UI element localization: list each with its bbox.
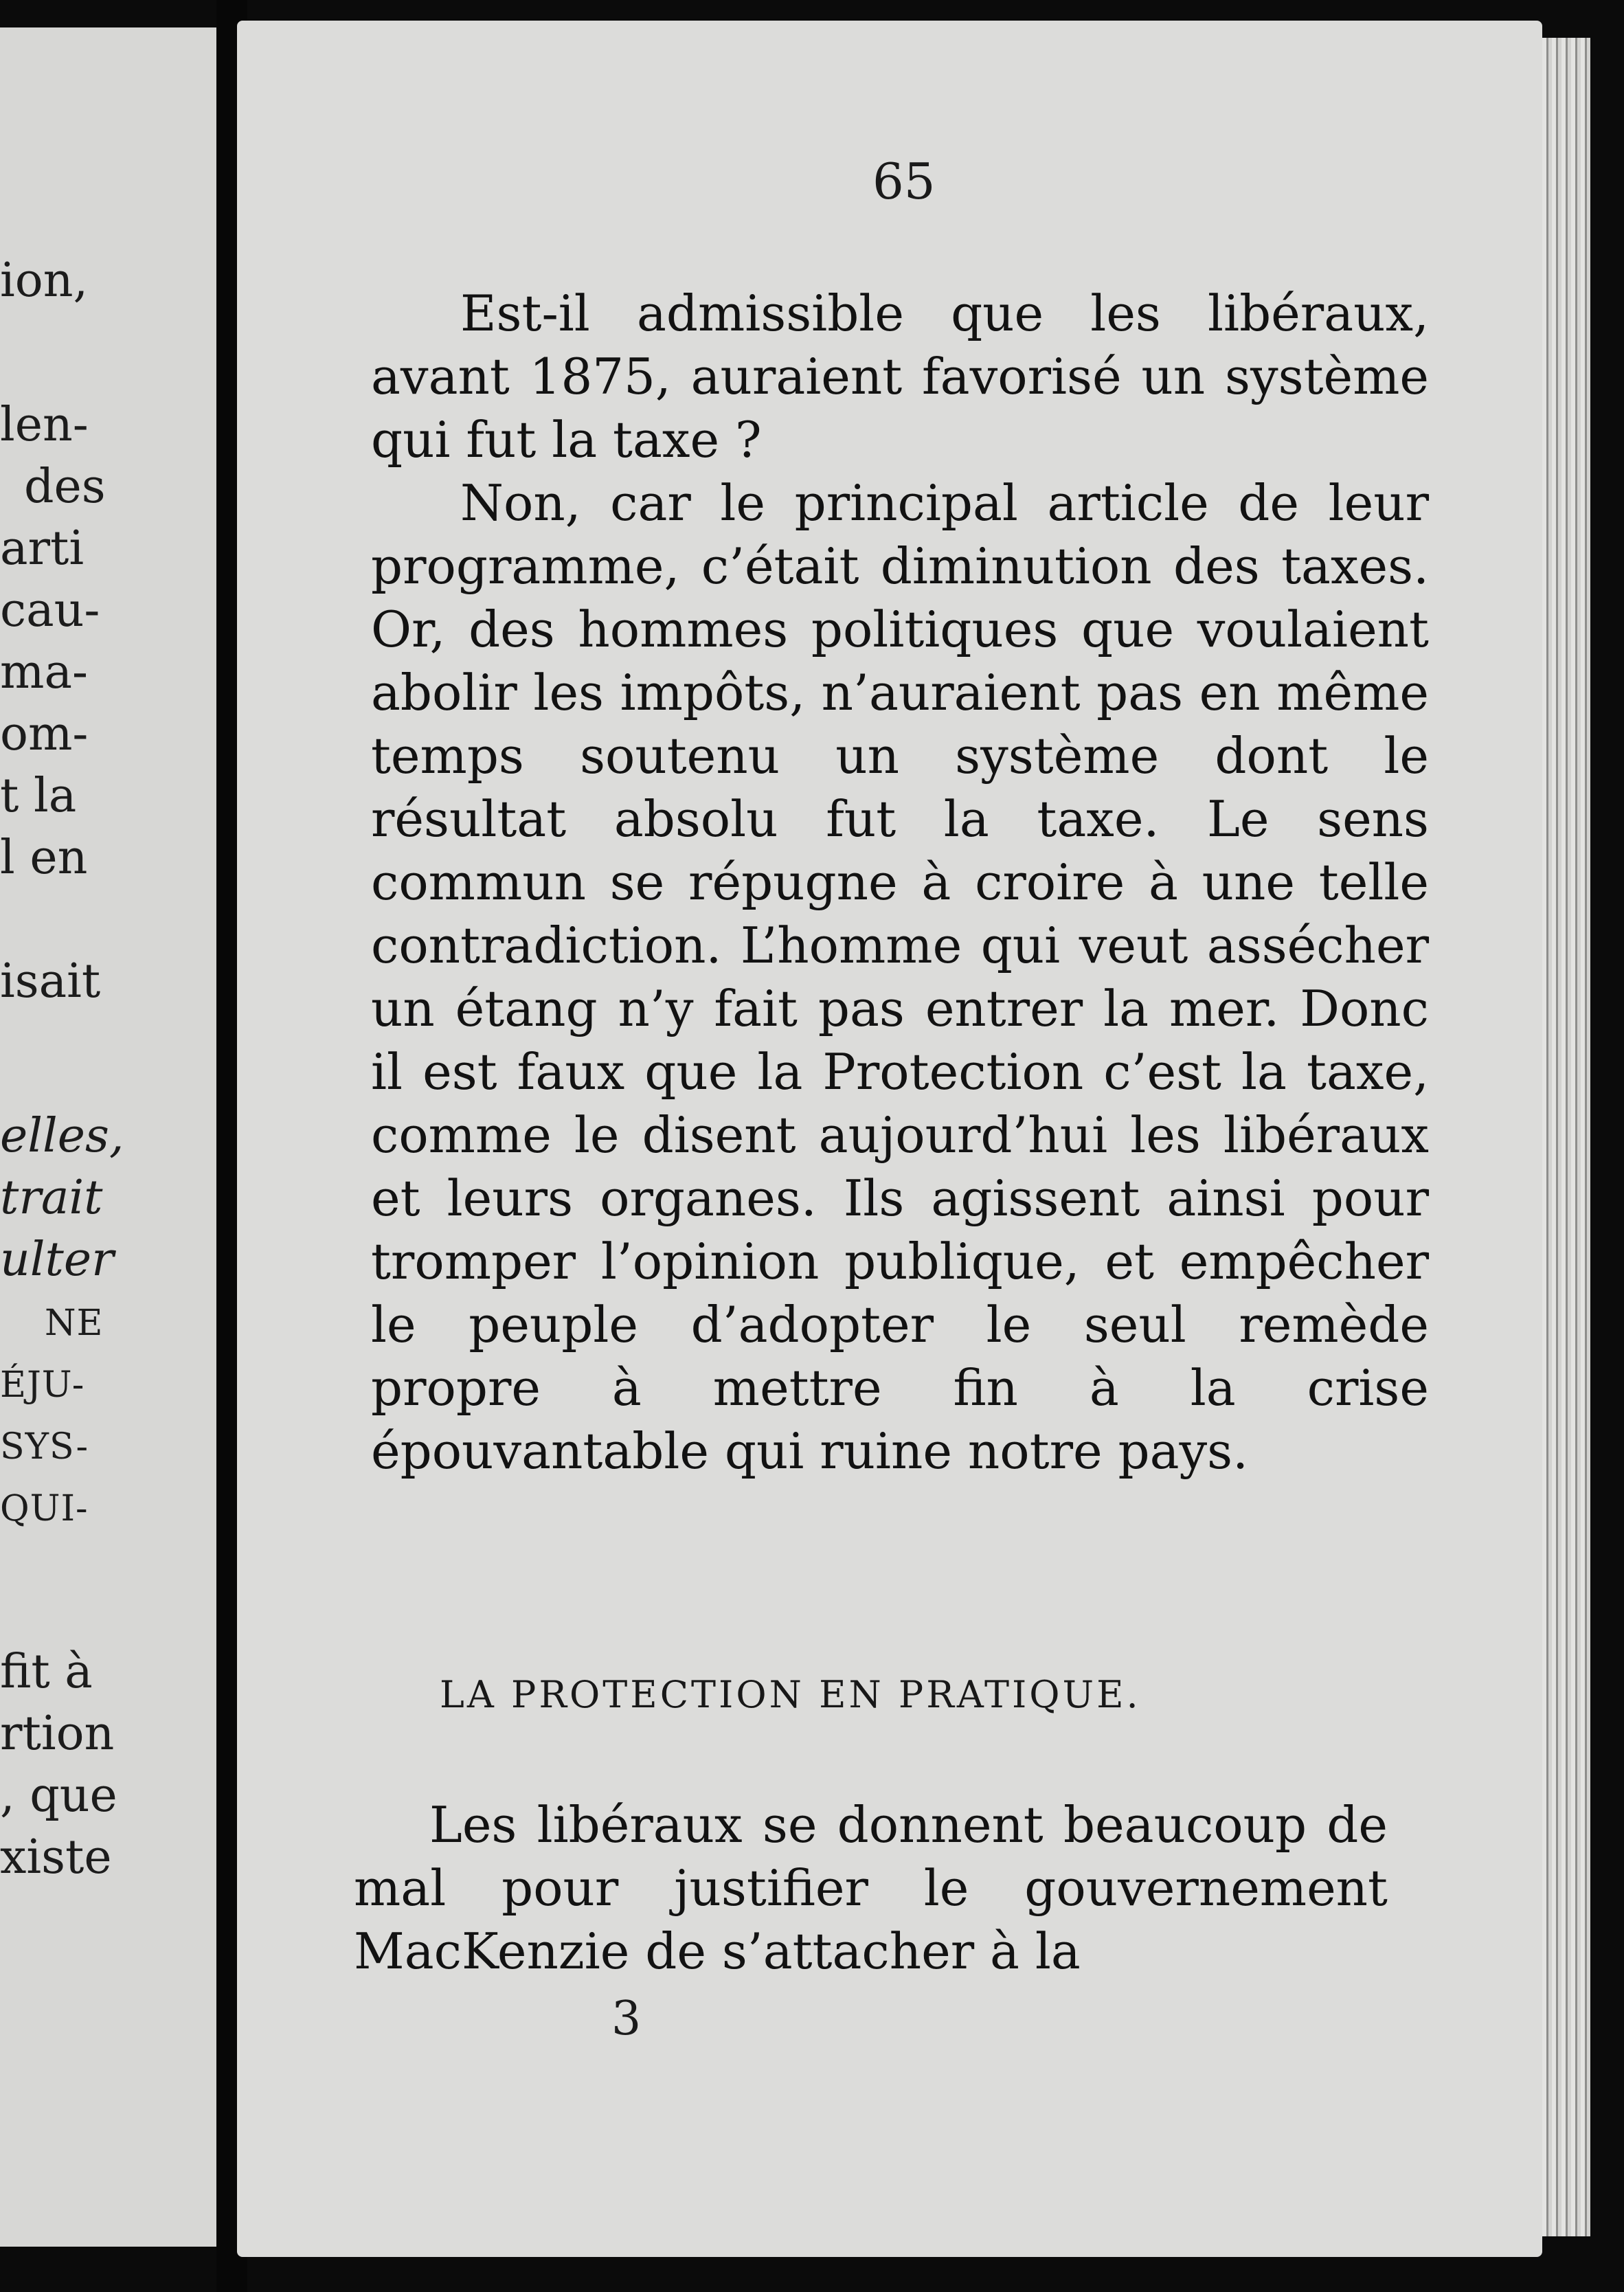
left-fragment: cau- [0,583,100,638]
left-fragment: ma- [0,645,88,699]
left-fragment: xiste [0,1830,112,1885]
left-fragment: fit à [0,1645,93,1699]
left-fragment: ÉJU- [0,1364,85,1406]
left-fragment: des [24,460,106,514]
left-fragment: arti [0,521,84,576]
left-page [0,27,216,2247]
section-heading: LA PROTECTION EN PRATIQUE. [440,1673,1141,1716]
page-edges [1542,38,1590,2236]
left-fragment: , que [0,1768,117,1823]
left-fragment: om- [0,707,89,761]
left-fragment: l en [0,831,88,885]
paragraph: Non, car le principal article de leur programme, c’était diminution des taxes. Or, des hommes politiques que voulaient abolir les impôts, n’auraient pas en même temps soutenu un système dont le résultat absolu fut la taxe. Le sens commun se répugne à croire à une telle contradiction. L’homme qui veut assécher un étang n’y fait pas entrer la mer. Donc il est faux que la Protection c’est la taxe, comme le disent aujourd’hui les libéraux et leurs organes. Ils agissent ainsi pour tromper l’opinion publique, et empêcher le peuple d’adopter le seul remède propre à mettre fin à la crise épouvantable qui ruine notre pays. [371,474,1429,1480]
left-fragment: ion, [0,254,89,308]
main-text [371,282,1429,1483]
page-number: 65 [872,153,936,210]
left-fragment: rtion [0,1707,115,1761]
left-fragment: elles, [0,1109,124,1163]
paragraph: Est-il admissible que les libéraux, avant 1875, auraient favorisé un système qui fut la taxe ? [371,284,1429,469]
left-fragment: SYS- [0,1426,89,1468]
left-fragment: QUI- [0,1488,89,1529]
section-text [354,1793,1388,1983]
left-fragment: NE [45,1303,104,1344]
left-fragment: len- [0,398,89,452]
paragraph: Les libéraux se donnent beaucoup de mal pour justifier le gouvernement MacKenzie de s’attacher à la [354,1796,1388,1980]
left-fragment: isait [0,954,101,1009]
left-fragment: ulter [0,1233,114,1287]
left-fragment: t la [0,769,77,823]
signature-mark: 3 [611,1992,642,2046]
left-fragment: trait [0,1171,103,1225]
